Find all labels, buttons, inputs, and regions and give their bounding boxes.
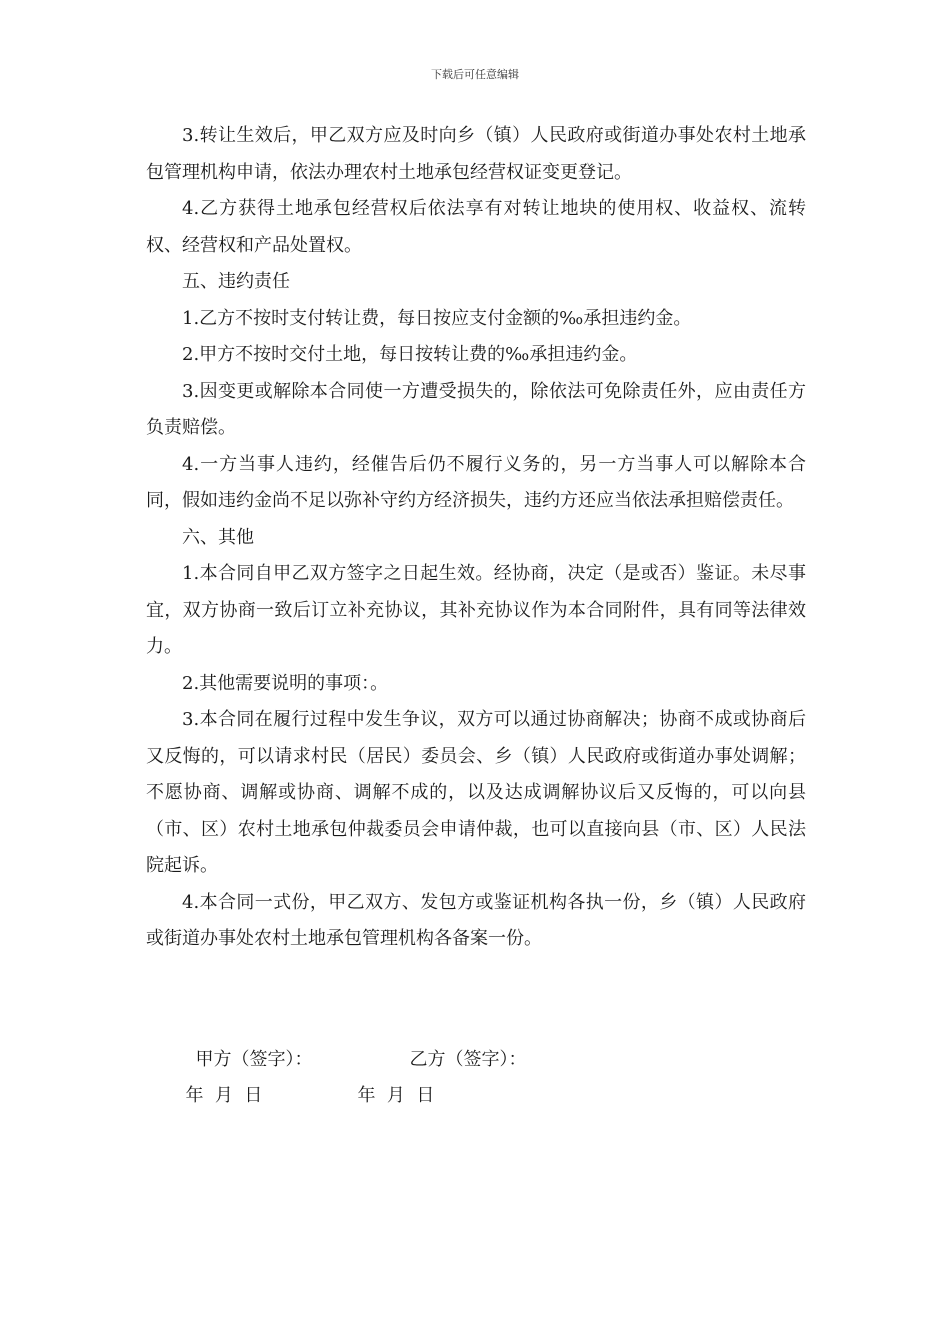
party-b-date-label: 年 月 日 — [357, 1085, 435, 1106]
section-heading-5: 五、违约责任 — [182, 271, 290, 292]
paragraph-other-3: 3.本合同在履行过程中发生争议，双方可以通过协商解决；协商不成或协商后又反悔的，可以请求村民（居民）委员会、乡（镇）人民政府或街道办事处调解；不愿协商、调解或协商、调解不成的，以及达成调解协议后又反悔的，可以向县（市、区）农村土地承包仲裁委员会申请仲裁，也可以直接向县（市、区）人民法院起诉。 — [146, 709, 806, 876]
paragraph-breach-1: 1.乙方不按时支付转让费，每日按应支付金额的‰承担违约金。 — [182, 307, 692, 329]
page-header-note: 下载后可任意编辑 — [431, 68, 519, 81]
party-a-signature-label: 甲方（签字）： — [195, 1049, 313, 1070]
party-a-date-label: 年 月 日 — [185, 1085, 263, 1106]
paragraph-breach-4: 4.一方当事人违约，经催告后仍不履行义务的，另一方当事人可以解除本合同，假如违约金尚不足以弥补守约方经济损失，违约方还应当依法承担赔偿责任。 — [146, 453, 806, 511]
paragraph-other-2: 2.其他需要说明的事项：。 — [182, 672, 389, 694]
section-heading-6: 六、其他 — [182, 526, 254, 548]
date-row-a — [174, 1060, 262, 1107]
paragraph-clause-3-5: 3.转让生效后，甲乙双方应及时向乡（镇）人民政府或街道办事处农村土地承包管理机构申请，依法办理农村土地承包经营权证变更登记。 — [146, 125, 806, 183]
paragraph-clause-4-4: 4.乙方获得土地承包经营权后依法享有对转让地块的使用权、收益权、流转权、经营权和产品处置权。 — [146, 198, 806, 256]
document-body — [146, 118, 806, 958]
paragraph-other-4: 4.本合同一式份，甲乙双方、发包方或鉴证机构各执一份，乡（镇）人民政府或街道办事处农村土地承包管理机构各备案一份。 — [146, 891, 806, 949]
party-b-signature-label: 乙方（签字）： — [409, 1049, 527, 1070]
paragraph-breach-2: 2.甲方不按时交付土地，每日按转让费的‰承担违约金。 — [182, 344, 638, 365]
date-row-b — [346, 1060, 434, 1107]
paragraph-other-1: 1.本合同自甲乙双方签字之日起生效。经协商，决定（是或否）鉴证。未尽事宜，双方协商一致后订立补充协议，其补充协议作为本合同附件，具有同等法律效力。 — [146, 563, 806, 657]
paragraph-breach-3: 3.因变更或解除本合同使一方遭受损失的，除依法可免除责任外，应由责任方负责赔偿。 — [146, 380, 806, 438]
